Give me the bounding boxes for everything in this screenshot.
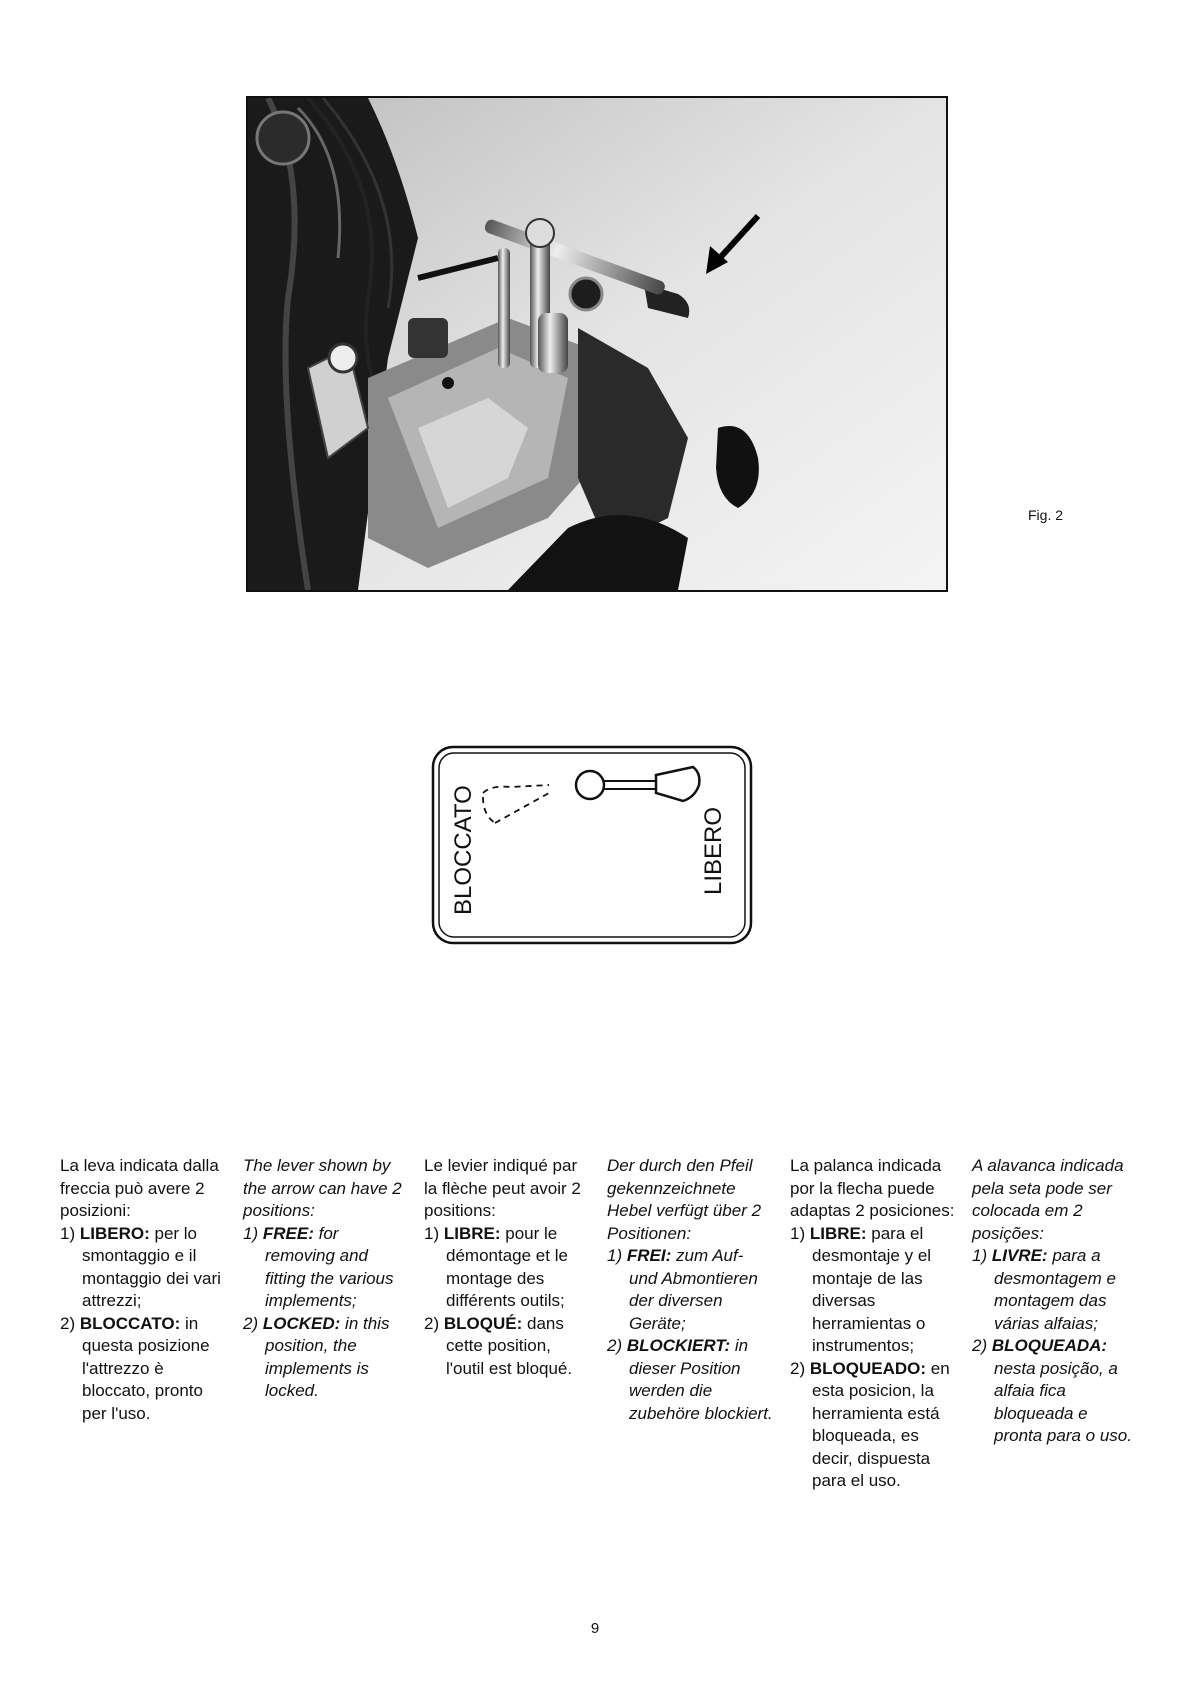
list-item — [790, 1223, 958, 1358]
lever-position-diagram — [431, 745, 753, 945]
item-text: nesta posição, a alfaia fica bloqueada e pronta para o uso. — [994, 1358, 1132, 1445]
item-number: 2) — [790, 1358, 806, 1378]
list-item — [607, 1335, 775, 1425]
intro-text: The lever shown by the arrow can have 2 positions: — [243, 1156, 402, 1220]
item-number: 1) — [607, 1246, 623, 1265]
item-number: 1) — [424, 1223, 440, 1243]
locked-lever-outline — [483, 785, 549, 823]
machine-photo-illustration — [248, 98, 946, 590]
position-keyword: LIBRE: — [809, 1223, 867, 1243]
position-keyword: BLOQUEADO: — [809, 1358, 927, 1378]
figure-label: Fig. 2 — [1028, 507, 1064, 523]
intro-text: La leva indicata dalla freccia può avere 2 posizioni: — [60, 1156, 219, 1220]
column-german — [607, 1155, 775, 1425]
position-keyword: LIVRE: — [991, 1246, 1048, 1265]
free-position-label: LIBERO — [700, 806, 727, 895]
intro-text: La palanca indicada por la flecha puede adaptas 2 posiciones: — [790, 1156, 955, 1220]
item-text: en esta posicion, la herramienta está bloqueada, es decir, dispuesta para el uso. — [812, 1358, 950, 1490]
instruction-columns — [60, 1155, 1150, 1490]
column-portuguese — [972, 1155, 1140, 1448]
page-number: 9 — [590, 1620, 600, 1637]
list-item — [424, 1223, 592, 1313]
position-keyword: BLOCCATO: — [79, 1313, 181, 1333]
item-number: 2) — [243, 1313, 259, 1333]
locked-position-label: BLOCCATO — [450, 785, 477, 915]
item-text: pour le démontage et le montage des différents outils; — [446, 1223, 568, 1310]
intro-text: Der durch den Pfeil gekennzeichnete Hebel verfügt über 2 Positionen: — [607, 1156, 762, 1243]
item-number: 2) — [607, 1336, 623, 1355]
column-french — [424, 1155, 592, 1380]
item-text: per lo smontaggio e il montaggio dei vari attrezzi; — [82, 1223, 221, 1310]
free-lever — [576, 767, 699, 801]
item-text: for removing and fitting the various implements; — [265, 1223, 394, 1310]
list-item — [607, 1245, 775, 1335]
position-keyword: BLOQUEADA: — [991, 1336, 1108, 1355]
item-text: para a desmontagem e montagem das várias alfaias; — [994, 1246, 1116, 1333]
item-number: 1) — [60, 1223, 76, 1243]
position-keyword: BLOQUÉ: — [443, 1313, 523, 1333]
item-text: in this position, the implements is locked. — [265, 1313, 390, 1400]
item-number: 1) — [243, 1223, 259, 1243]
item-text: dans cette position, l'outil est bloqué. — [446, 1313, 573, 1378]
position-keyword: LIBRE: — [443, 1223, 501, 1243]
list-item — [424, 1313, 592, 1381]
item-number: 2) — [972, 1336, 988, 1355]
item-number: 1) — [972, 1246, 988, 1265]
list-item — [972, 1245, 1140, 1335]
column-italian — [60, 1155, 228, 1425]
item-text: in dieser Position werden die zubehöre blockiert. — [629, 1336, 773, 1423]
list-item — [243, 1313, 411, 1403]
list-item — [790, 1358, 958, 1493]
position-keyword: FREE: — [262, 1223, 314, 1243]
item-number: 2) — [60, 1313, 76, 1333]
list-item — [60, 1313, 228, 1426]
item-text: in questa posizione l'attrezzo è bloccato, pronto per l'uso. — [82, 1313, 210, 1423]
intro-text: Le levier indiqué par la flèche peut avoir 2 positions: — [424, 1156, 581, 1220]
position-keyword: LIBERO: — [79, 1223, 150, 1243]
intro-text: A alavanca indicada pela seta pode ser colocada em 2 posições: — [972, 1156, 1124, 1243]
item-number: 2) — [424, 1313, 440, 1333]
lever-diagram-graphic — [431, 745, 753, 945]
list-item — [243, 1223, 411, 1313]
position-keyword: BLOCKIERT: — [626, 1336, 731, 1355]
column-english — [243, 1155, 411, 1403]
figure-2-photo — [246, 96, 948, 592]
list-item — [60, 1223, 228, 1313]
position-keyword: LOCKED: — [262, 1313, 341, 1333]
column-spanish — [790, 1155, 958, 1493]
item-text: para el desmontaje y el montaje de las diversas herramientas o instrumentos; — [812, 1223, 932, 1355]
list-item — [972, 1335, 1140, 1448]
position-keyword: FREI: — [626, 1246, 672, 1265]
item-number: 1) — [790, 1223, 806, 1243]
item-text: zum Auf- und Abmontieren der diversen Geräte; — [629, 1246, 758, 1333]
